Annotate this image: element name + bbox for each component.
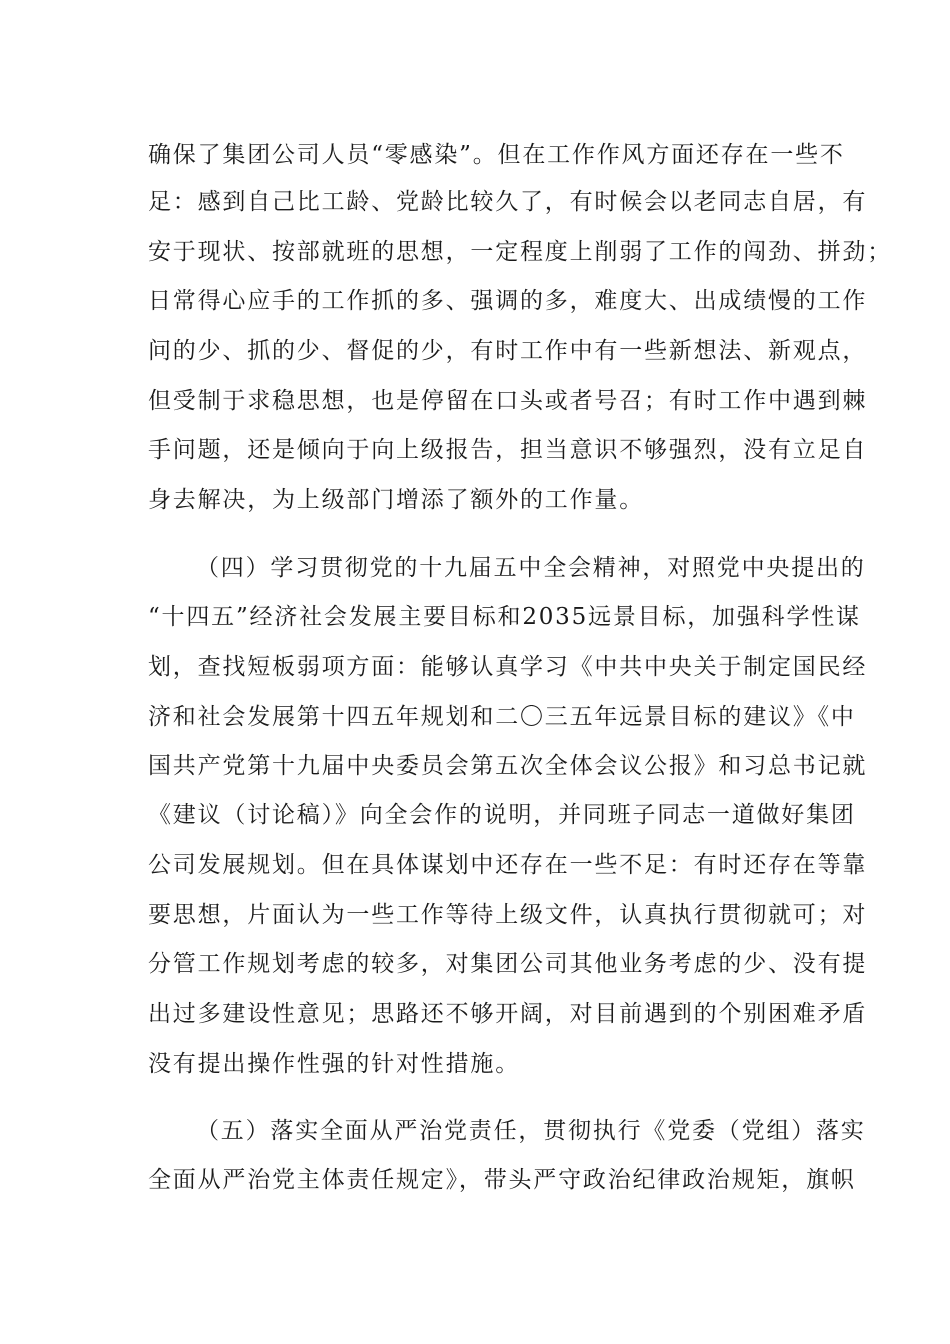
text-line: 日常得心应手的工作抓的多、强调的多，难度大、出成绩慢的工作 xyxy=(148,288,868,314)
text-line: 没有提出操作性强的针对性措施。 xyxy=(148,1051,520,1077)
text-line: 划，查找短板弱项方面：能够认真学习《中共中央关于制定国民经 xyxy=(148,654,868,680)
text-line: 出过多建设性意见；思路还不够开阔，对目前遇到的个别困难矛盾 xyxy=(148,1001,868,1027)
text-line: 确保了集团公司人员“零感染”。但在工作作风方面还存在一些不 xyxy=(148,142,845,168)
text-line: 但受制于求稳思想，也是停留在口头或者号召；有时工作中遇到棘 xyxy=(148,388,868,414)
text-line: 要思想，片面认为一些工作等待上级文件，认真执行贯彻就可；对 xyxy=(148,902,868,928)
text-line: “十四五”经济社会发展主要目标和2035远景目标，加强科学性谋 xyxy=(148,604,861,630)
text-line: （五）落实全面从严治党责任，贯彻执行《党委（党组）落实 xyxy=(196,1118,866,1144)
text-line: 全面从严治党主体责任规定》，带头严守政治纪律政治规矩，旗帜 xyxy=(148,1167,856,1193)
text-line: 《建议（讨论稿）》向全会作的说明，并同班子同志一道做好集团 xyxy=(148,802,856,828)
text-line: 手问题，还是倾向于向上级报告，担当意识不够强烈，没有立足自 xyxy=(148,437,868,463)
text-line: 身去解决，为上级部门增添了额外的工作量。 xyxy=(148,487,644,513)
text-line: 公司发展规划。但在具体谋划中还存在一些不足：有时还存在等靠 xyxy=(148,852,868,878)
text-line: 安于现状、按部就班的思想，一定程度上削弱了工作的闯劲、拼劲； xyxy=(148,239,892,265)
text-line: （四）学习贯彻党的十九届五中全会精神，对照党中央提出的 xyxy=(196,555,866,581)
text-line: 问的少、抓的少、督促的少，有时工作中有一些新想法、新观点， xyxy=(148,338,868,364)
text-line: 济和社会发展第十四五年规划和二〇三五年远景目标的建议》《中 xyxy=(148,704,856,730)
text-line: 国共产党第十九届中央委员会第五次全体会议公报》和习总书记就 xyxy=(148,753,868,779)
text-line: 足：感到自己比工龄、党龄比较久了，有时候会以老同志自居，有 xyxy=(148,189,868,215)
text-line: 分管工作规划考虑的较多，对集团公司其他业务考虑的少、没有提 xyxy=(148,951,868,977)
